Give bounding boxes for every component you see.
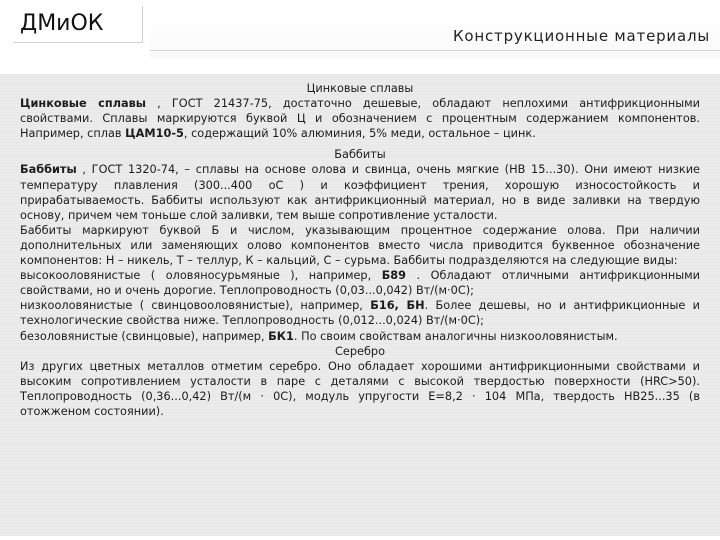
babbit-text-5-tail: . По своим свойствам аналогичны низкооловянистым. — [293, 329, 618, 343]
zinc-text: , ГОСТ 21437-75, достаточно дешевые, обладают неплохими антифрикционными свойствами. Сплавы маркируются буквой Ц и обозначением с процентным содержанием компонентов. Например, сплав — [20, 97, 700, 141]
babbit-text-5: безоловянистые (свинцовые), например, — [20, 329, 269, 343]
babbit-text-1: , ГОСТ 1320-74, – сплавы на основе олова и свинца, очень мягкие (НВ 15...30). Они имеют низкие температуру плавления (300...400 оС ) и коэффициент трения, хорошую износостойкость и прирабатываемость. Баббиты используют как антифрикционный материал, но в виде заливки на твердую основу, причем чем тоньше слой заливки, тем выше сопротивление усталости. — [20, 163, 700, 222]
term-babbit: Баббиты — [20, 163, 77, 177]
section-title-zinc: Цинковые сплавы — [306, 82, 414, 95]
zinc-text-tail: , содержащий 10% алюминия, 5% меди, остальное – цинк. — [183, 127, 536, 141]
silver-paragraph: Из других цветных металлов отметим серебро. Оно обладает хорошими антифрикционными свойствами и высоким сопротивлением усталости в паре с деталями с высокой твердостью поверхности (HRC>50). Теплопроводность (0,36...0,42) Вт/(м · 0С), модуль упругости Е=8,2 · 104 МПа, твердость НВ25...35 (в отожженом состоянии). — [20, 359, 700, 418]
babbit-text-3: высокооловянистые ( оловяносурьмяные ), например, — [20, 269, 382, 283]
content-text — [20, 81, 700, 419]
babbit-paragraph-2: Баббиты маркируют буквой Б и числом, указывающим процентное содержание олова. При наличии дополнительных или заменяющих олово компонентов вместо числа приводится буквенное обозначение компонентов: Н – никель, Т – теллур, К – кальций, С – сурьма. Баббиты подразделяются на следующие виды: — [20, 223, 700, 268]
term-zinc: Цинковые сплавы — [20, 97, 146, 111]
section-title-silver: Серебро — [334, 344, 385, 358]
grade-zinc: ЦАМ10-5 — [125, 127, 184, 141]
babbit-text-3-tail: . Обладают отличными антифрикционными свойствами, но и очень дорогие. Теплопроводность (0,03...0,042) Вт/(м·0С); — [20, 269, 701, 298]
grade-bk1: БК1 — [268, 329, 294, 343]
babbit-paragraph-3 — [20, 268, 700, 298]
slide-header — [0, 0, 720, 48]
babbit-paragraph-1 — [20, 162, 700, 222]
section-title-babbit: Баббиты — [334, 148, 386, 162]
zinc-paragraph — [20, 96, 700, 141]
grade-b16: Б16, БН — [370, 299, 425, 313]
header-divider — [150, 50, 720, 51]
babbit-paragraph-4 — [20, 298, 700, 328]
topic-title: Конструкционные материалы — [452, 27, 710, 45]
babbit-paragraph-5 — [20, 329, 700, 344]
brand-logo: ДМиОК — [14, 6, 143, 43]
babbit-text-4: низкооловянистые ( свинцовооловянистые), например, — [20, 299, 371, 313]
babbit-text-4-tail: . Более дешевы, но и антифрикционные и технологические свойства ниже. Теплопроводность (0,012...0,024) Вт/(м·0С); — [20, 299, 700, 328]
content-panel — [0, 74, 720, 536]
grade-b89: Б89 — [381, 269, 407, 283]
